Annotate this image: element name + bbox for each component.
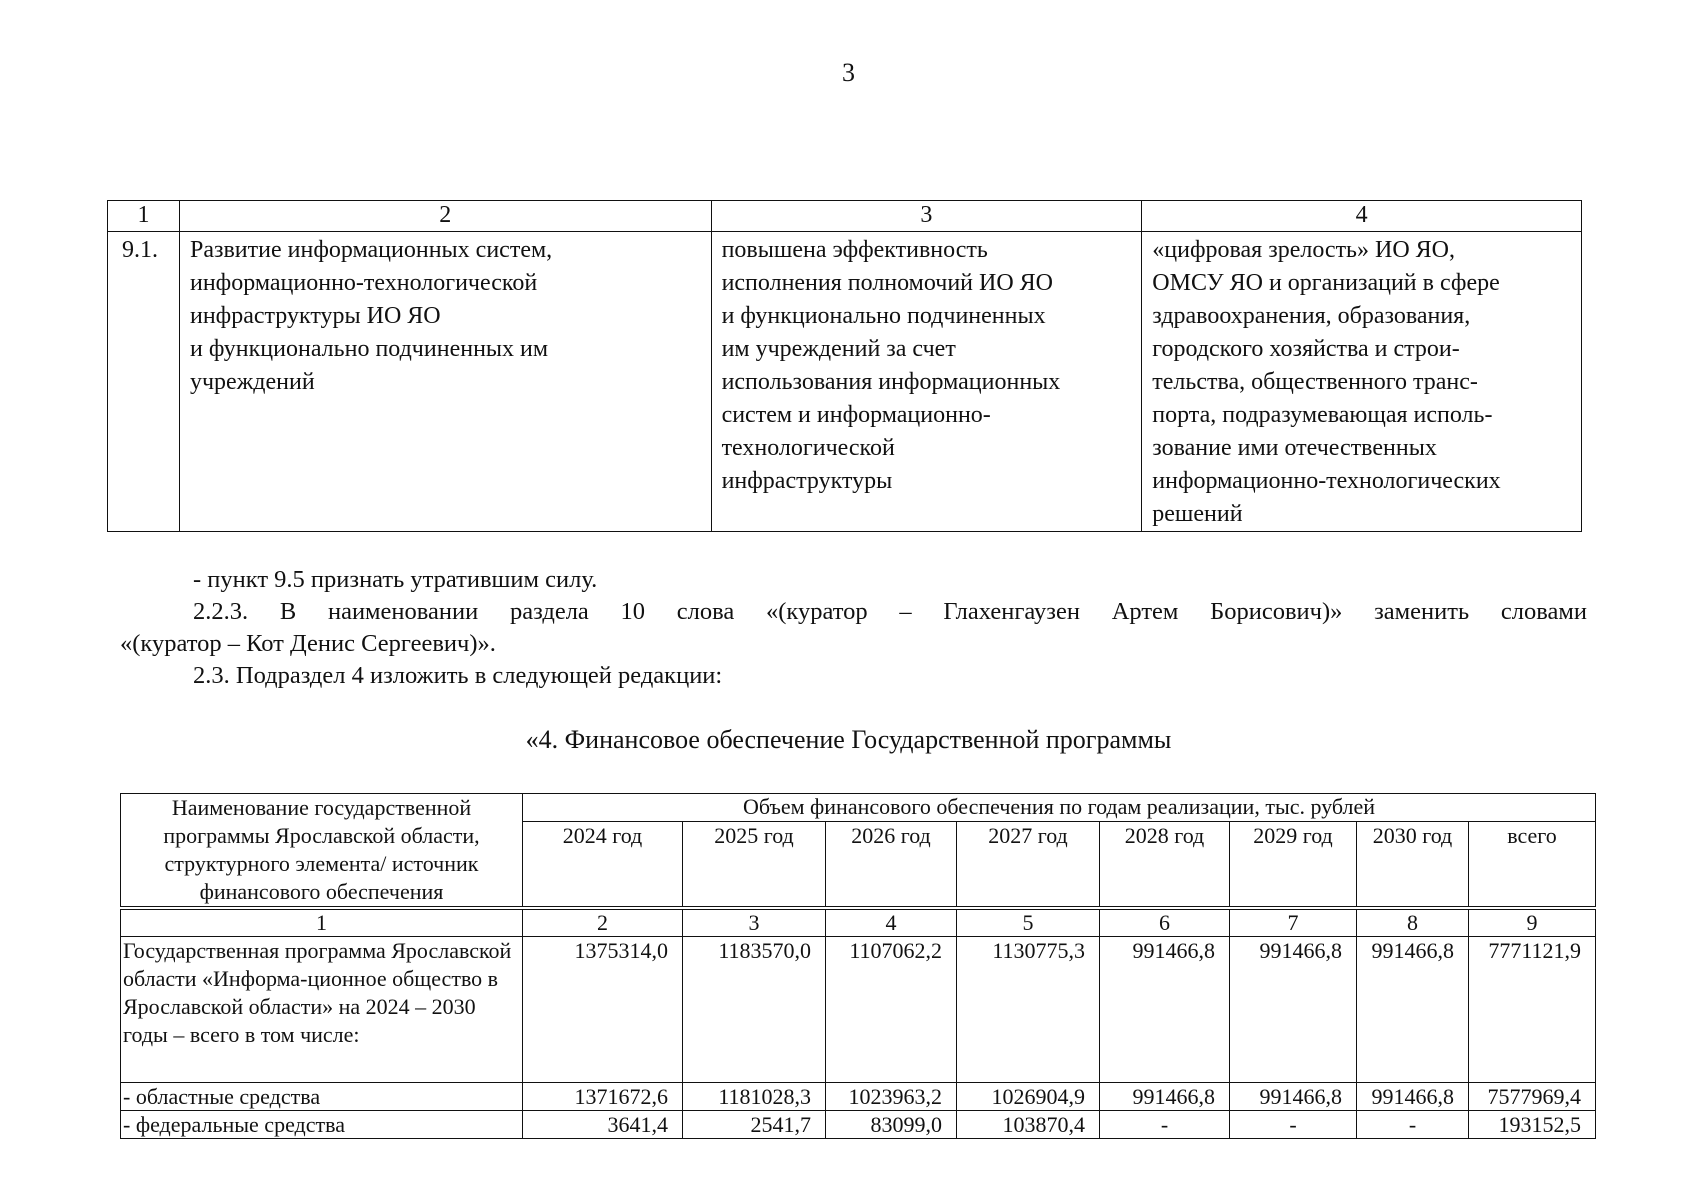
year-header: 2026 год	[826, 822, 957, 907]
column-index: 5	[957, 910, 1100, 937]
text-line: порта, подразумевающая исполь-	[1152, 402, 1493, 428]
value-cell: 1181028,3	[683, 1083, 826, 1111]
total-value-cell: 193152,5	[1469, 1111, 1596, 1139]
text-line: информационно-технологических	[1152, 468, 1501, 494]
value-cell: 2541,7	[683, 1111, 826, 1139]
text-line: и функционально подчиненных	[721, 303, 1046, 329]
text-line: решений	[1152, 501, 1243, 527]
measure-number: 9.1.	[108, 232, 180, 532]
year-header: 2027 год	[957, 822, 1100, 907]
text-line: технологической	[721, 435, 895, 461]
value-cell: 1130775,3	[957, 937, 1100, 1083]
column-index: 7	[1230, 910, 1357, 937]
value-cell: 991466,8	[1100, 1083, 1230, 1111]
measures-col-header: 2	[179, 201, 711, 232]
year-header: 2025 год	[683, 822, 826, 907]
value-cell: 1023963,2	[826, 1083, 957, 1111]
column-index: 3	[683, 910, 826, 937]
text-line: им учреждений за счет	[721, 336, 956, 362]
value-cell: 1183570,0	[683, 937, 826, 1083]
measures-col-header: 1	[108, 201, 180, 232]
text-line: Развитие информационных систем,	[189, 237, 553, 263]
value-cell: 1107062,2	[826, 937, 957, 1083]
value-cell: -	[1100, 1111, 1230, 1139]
measure-name-cell	[179, 232, 711, 532]
total-value-cell: 7577969,4	[1469, 1083, 1596, 1111]
text-line: «цифровая зрелость» ИО ЯО,	[1152, 237, 1456, 263]
value-cell: 991466,8	[1357, 1083, 1469, 1111]
measure-indicator-cell	[1142, 232, 1582, 532]
column-index: 8	[1357, 910, 1469, 937]
measure-result-cell	[711, 232, 1142, 532]
text-line: ОМСУ ЯО и организаций в сфере	[1152, 270, 1500, 296]
financing-volume-header: Объем финансового обеспечения по годам реализации, тыс. рублей	[523, 794, 1596, 822]
program-name-header: Наименование государственной программы Ярославской области, структурного элемента/ источник финансового обеспечения	[121, 794, 523, 907]
column-index: 6	[1100, 910, 1230, 937]
value-cell: 83099,0	[826, 1111, 957, 1139]
financing-row-total	[121, 937, 1596, 1083]
text-line: повышена эффективность	[721, 237, 988, 263]
year-header: 2029 год	[1230, 822, 1357, 907]
column-index: 9	[1469, 910, 1596, 937]
financing-table	[120, 793, 1596, 1139]
row-label: - федеральные средства	[121, 1111, 523, 1139]
column-index: 2	[523, 910, 683, 937]
page-number: 3	[842, 58, 855, 87]
measures-col-header: 4	[1142, 201, 1582, 232]
financing-header-row	[121, 794, 1596, 822]
year-header: 2024 год	[523, 822, 683, 907]
measures-table-header-row	[108, 201, 1582, 232]
column-index-row	[121, 910, 1596, 937]
row-label: - областные средства	[121, 1083, 523, 1111]
column-index: 4	[826, 910, 957, 937]
text-line: информационно-технологической	[189, 270, 538, 296]
text-line: систем и информационно-	[721, 402, 991, 428]
text-line: и функционально подчиненных им	[189, 336, 549, 362]
value-cell: 991466,8	[1230, 1083, 1357, 1111]
value-cell: 3641,4	[523, 1111, 683, 1139]
value-cell: 103870,4	[957, 1111, 1100, 1139]
financing-row-federal	[121, 1111, 1596, 1139]
text-line: здравоохранения, образования,	[1152, 303, 1471, 329]
row-label: Государственная программа Ярославской области «Информа-ционное общество в Ярославской области» на 2024 – 2030 годы – всего в том числе:	[121, 937, 523, 1083]
value-cell: 991466,8	[1100, 937, 1230, 1083]
value-cell: -	[1357, 1111, 1469, 1139]
value-cell: 1026904,9	[957, 1083, 1100, 1111]
text-line: использования информационных	[721, 369, 1061, 395]
total-value-cell: 7771121,9	[1469, 937, 1596, 1083]
text-line: зование ими отечественных	[1152, 435, 1437, 461]
section-title: «4. Финансовое обеспечение Государственной программы	[525, 725, 1172, 754]
year-header: 2028 год	[1100, 822, 1230, 907]
paragraph-2-2-3-line1: 2.2.3. В наименовании раздела 10 слова «(куратор – Глахенгаузен Артем Борисович)» заменить словами	[193, 598, 1587, 625]
text-line: городского хозяйства и строи-	[1152, 336, 1460, 362]
value-cell: -	[1230, 1111, 1357, 1139]
text-line: инфраструктуры ИО ЯО	[189, 303, 441, 329]
text-line: тельства, общественного транс-	[1152, 369, 1478, 395]
measures-table-row	[108, 232, 1582, 532]
measures-table	[107, 200, 1582, 532]
year-header: 2030 год	[1357, 822, 1469, 907]
paragraph-2-2-3-line2: «(куратор – Кот Денис Сергеевич)».	[120, 630, 496, 657]
paragraph-2-3: 2.3. Подраздел 4 изложить в следующей редакции:	[193, 662, 723, 689]
text-line: инфраструктуры	[721, 468, 893, 494]
value-cell: 1371672,6	[523, 1083, 683, 1111]
value-cell: 991466,8	[1357, 937, 1469, 1083]
value-cell: 1375314,0	[523, 937, 683, 1083]
total-header: всего	[1469, 822, 1596, 907]
measures-col-header: 3	[711, 201, 1142, 232]
text-line: исполнения полномочий ИО ЯО	[721, 270, 1054, 296]
column-index: 1	[121, 910, 523, 937]
paragraph-item-9-5: - пункт 9.5 признать утратившим силу.	[193, 566, 598, 593]
text-line: учреждений	[189, 369, 315, 395]
value-cell: 991466,8	[1230, 937, 1357, 1083]
financing-row-regional	[121, 1083, 1596, 1111]
